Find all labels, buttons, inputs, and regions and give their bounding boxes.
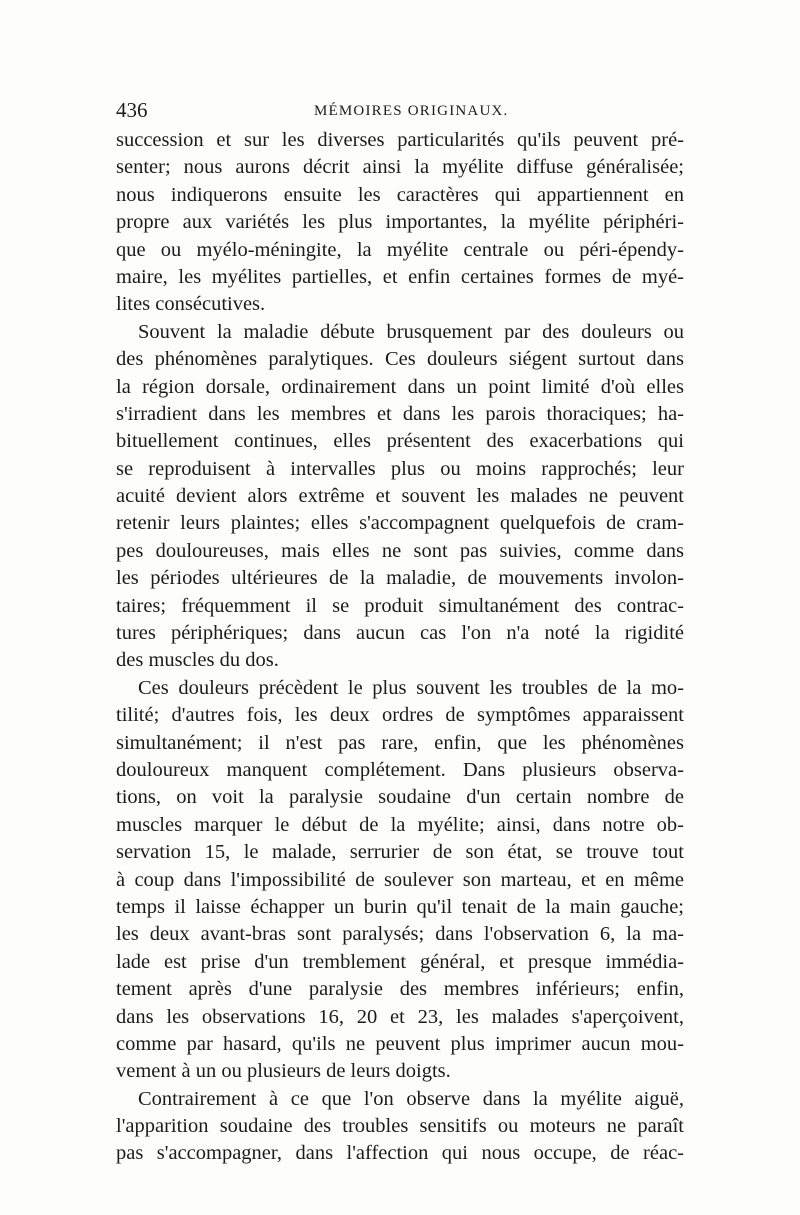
text-line: des muscles du dos. <box>116 649 279 672</box>
text-line: nous indiquerons ensuite les caractères qui appartiennent en <box>116 183 684 206</box>
text-line: pes douloureuses, mais elles ne sont pas suivies, comme dans <box>116 539 684 562</box>
text-line: s'irradient dans les membres et dans les parois thoraciques; ha- <box>116 402 684 425</box>
text-line: des phénomènes paralytiques. Ces douleurs siégent surtout dans <box>116 348 684 371</box>
text-line: les périodes ultérieures de la maladie, de mouvements involon- <box>116 567 684 590</box>
text-line: les deux avant-bras sont paralysés; dans l'observation 6, la ma- <box>116 923 684 946</box>
text-line: taires; fréquemment il se produit simultanément des contrac- <box>116 594 684 617</box>
text-line: retenir leurs plaintes; elles s'accompagnent quelquefois de cram- <box>116 512 684 535</box>
text-line: se reproduisent à intervalles plus ou moins rapprochés; leur <box>116 457 684 480</box>
text-line: dans les observations 16, 20 et 23, les malades s'aperçoivent, <box>116 1005 684 1028</box>
text-line: vement à un ou plusieurs de leurs doigts. <box>116 1060 451 1083</box>
text-line: muscles marquer le début de la myélite; ainsi, dans notre ob- <box>116 813 684 836</box>
text-line: maire, les myélites partielles, et enfin certaines formes de myé- <box>116 265 684 288</box>
text-line: lade est prise d'un tremblement général, et presque immédia- <box>116 950 684 973</box>
text-line: servation 15, le malade, serrurier de son état, se trouve tout <box>116 841 684 864</box>
text-line: Ces douleurs précèdent le plus souvent les troubles de la mo- <box>138 676 684 699</box>
page-header <box>116 96 684 124</box>
page-body <box>116 127 684 1168</box>
text-line: Contrairement à ce que l'on observe dans la myélite aiguë, <box>138 1087 684 1110</box>
text-line: comme par hasard, qu'ils ne peuvent plus imprimer aucun mou- <box>116 1032 684 1055</box>
text-line: tions, on voit la paralysie soudaine d'un certain nombre de <box>116 786 684 809</box>
text-line: la région dorsale, ordinairement dans un point limité d'où elles <box>116 375 684 398</box>
paragraph-3 <box>116 675 684 1086</box>
text-line: tures périphériques; dans aucun cas l'on n'a noté la rigidité <box>116 622 684 645</box>
text-line: pas s'accompagner, dans l'affection qui nous occupe, de réac- <box>116 1142 684 1165</box>
text-line: Souvent la maladie débute brusquement par des douleurs ou <box>138 320 684 343</box>
text-line: douloureux manquent complétement. Dans plusieurs observa- <box>116 758 684 781</box>
text-line: à coup dans l'impossibilité de soulever son marteau, et en même <box>116 868 684 891</box>
text-line: l'apparition soudaine des troubles sensitifs ou moteurs ne paraît <box>116 1115 684 1138</box>
text-line: bituellement continues, elles présentent des exacerbations qui <box>116 430 684 453</box>
page-number: 436 <box>116 98 148 122</box>
text-line: que ou myélo-méningite, la myélite centrale ou péri-épendy- <box>116 238 684 261</box>
text-line: temps il laisse échapper un burin qu'il tenait de la main gauche; <box>116 895 684 918</box>
text-line: propre aux variétés les plus importantes, la myélite périphéri- <box>116 211 684 234</box>
text-line: simultanément; il n'est pas rare, enfin, que les phénomènes <box>116 731 684 754</box>
text-line: lites consécutives. <box>116 293 266 316</box>
text-line: senter; nous aurons décrit ainsi la myélite diffuse généralisée; <box>116 156 684 179</box>
text-line: succession et sur les diverses particularités qu'ils peuvent pré- <box>116 129 684 151</box>
paragraph-2 <box>116 319 684 675</box>
paragraph-1 <box>116 127 684 319</box>
text-line: acuité devient alors extrême et souvent les malades ne peuvent <box>116 485 684 508</box>
text-line: tement après d'une paralysie des membres inférieurs; enfin, <box>116 978 684 1001</box>
paragraph-4 <box>116 1086 684 1168</box>
running-title: MÉMOIRES ORIGINAUX. <box>314 103 509 119</box>
text-line: tilité; d'autres fois, les deux ordres de symptômes apparaissent <box>116 704 684 727</box>
